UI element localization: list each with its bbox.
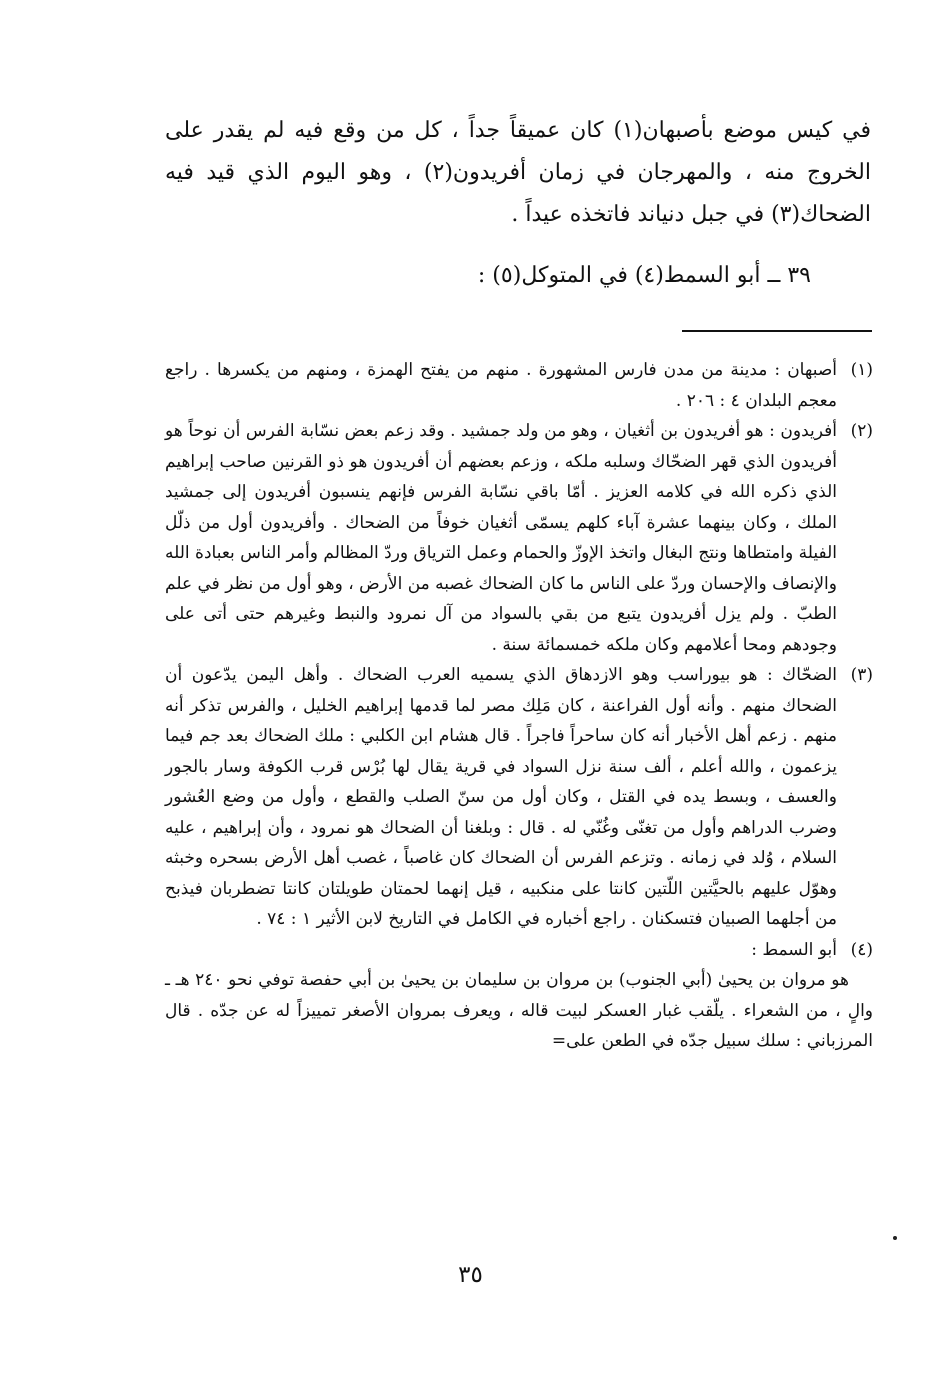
- footnote-1: [165, 355, 873, 416]
- footnotes: [165, 355, 873, 1057]
- footnote-3: [165, 660, 873, 935]
- footnote-text: أصبهان : مدينة من مدن فارس المشهورة . منهم من يفتح الهمزة ، ومنهم من يكسرها . راجع معجم البلدان ٤ : ٢٠٦ .: [165, 360, 837, 411]
- footnote-4: [165, 935, 873, 966]
- footnote-number: (٤): [850, 939, 873, 960]
- footnote-number: (٣): [850, 665, 873, 685]
- footnote-number: (٢): [850, 421, 873, 441]
- footnote-4-body: هو مروان بن يحيىٰ (أبي الجنوب) بن مروان بن سليمان بن يحيىٰ بن أبي حفصة توفي نحو ٢٤٠ هـ ـ والٍ ، من الشعراء . يلّقب غبار العسكر لبيت قاله ، ويعرف بمروان الأصغر تمييزاً له عن جدّه . قال المرزباني : سلك سبيل جدّه في الطعن على=: [165, 970, 873, 1051]
- footnote-2: [165, 416, 873, 660]
- poem-heading: ٣٩ ــ أبو السمط(٤) في المتوكل(٥) :: [477, 263, 811, 288]
- footnote-separator: [682, 330, 872, 332]
- main-text: [165, 110, 871, 236]
- footnote-number: (١): [850, 360, 873, 380]
- margin-dot: [893, 1236, 897, 1240]
- footnote-text: أفريدون : هو أفريدون بن أثغيان ، وهو من ولد جمشيد . وقد زعم بعض نسّابة الفرس أن نوحاً هو أفريدون الذي قهر الضحّاك وسلبه ملكه ، وزعم بعضهم أن أفريدون هو ذو القرنين صاحب إبراهيم الذي ذكره الله في كلامه العزيز . أمّا باقي نسّابة الفرس فإنهم ينسبون أفريدون إلى جمشيد الملك ، وكان بينهما عشرة آباء كلهم يسمّى أثغيان خوفاً من الضحاك . وأفريدون أول من ذلّل الفيلة وامتطاها ونتج البغال واتخذ الإوزّ والحمام وعمل الترياق وردّ المظالم وأمر الناس بعبادة الله والإنصاف والإحسان وردّ على الناس ما كان الضحاك غصبه من الأرض ، وهو أول من نظر في علم الطبّ . ولم يزل أفريدون يتبع من بقي بالسواد من آل نمرود والنبط وغيرهم حتى أتى على وجودهم ومحا أعلامهم وكان ملكه خمسمائة سنة .: [165, 421, 837, 655]
- footnote-title: أبو السمط :: [751, 939, 837, 960]
- main-paragraph: في كيس موضع بأصبهان(١) كان عميقاً جداً ، كل من وقع فيه لم يقدر على الخروج منه ، والمهرجان في زمان أفريدون(٢) ، وهو اليوم الذي قيد فيه الضحاك(٣) في جبل دنياند فاتخذه عيداً .: [165, 118, 872, 227]
- page-number: ٣٥: [458, 1262, 483, 1288]
- footnote-text: الضحّاك : هو بيوراسب وهو الازدهاق الذي يسميه العرب الضحاك . وأهل اليمن يدّعون أن الضحاك منهم . وأنه أول الفراعنة ، كان مَلِك مصر لما قدمها إبراهيم الخليل ، والفرس تذكر أنه منهم . زعم أهل الأخبار أنه كان ساحراً فاجراً . قال هشام ابن الكلبي : ملك الضحاك بعد جم فيما يزعمون ، والله أعلم ، ألف سنة نزل السواد في قرية يقال لها بُرْس قرب الكوفة وسار بالجور والعسف ، وبسط يده في القتل ، وكان أول من سنّ الصلب والقطع ، وأول من وضع العُشور وضرب الدراهم وأول من تغنّى وغُنّي له . قال : وبلغنا أن الضحاك هو نمرود ، وأن إبراهيم ، عليه السلام ، وُلد في زمانه . وتزعم الفرس أن الضحاك كان غاصباً ، غصب أهل الأرض بسحره وخبثه وهوّل عليهم بالحيَّتين اللّتين كانتا على منكبيه ، قيل إنهما لحمتان طويلتان كانتا تضطربان فيذبح من أجلهما الصبيان فتسكنان . راجع أخباره في الكامل في التاريخ لابن الأثير ١ : ٧٤ .: [165, 665, 837, 929]
